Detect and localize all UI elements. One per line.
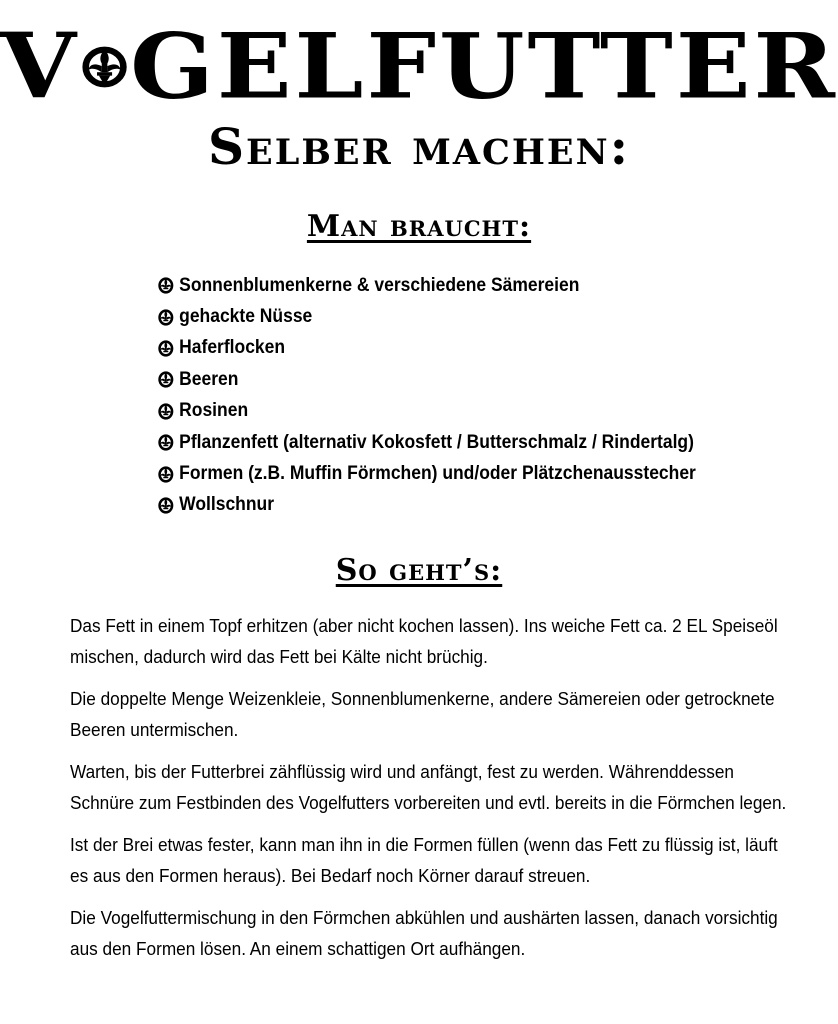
list-item	[158, 333, 696, 364]
scout-lily-icon	[158, 371, 174, 388]
page-title	[0, 13, 838, 120]
ingredients-heading	[0, 209, 838, 244]
instruction-step: Das Fett in einem Topf erhitzen (aber nicht kochen lassen). Ins weiche Fett ca. 2 EL Speiseöl mischen, dadurch wird das Fett bei Kälte nicht brüchig.	[70, 615, 778, 667]
ingredients-list	[158, 270, 743, 521]
list-item	[158, 396, 696, 427]
ingredients-heading-text: Man braucht:	[306, 209, 532, 244]
list-item-text: Formen (z.B. Muffin Förmchen) und/oder Plätzchenausstecher	[179, 463, 696, 485]
list-item	[158, 364, 696, 395]
instructions-heading-text: So geht’s:	[335, 553, 503, 588]
scout-lily-icon	[158, 466, 174, 483]
instructions-heading	[0, 553, 838, 588]
title-block	[0, 13, 838, 120]
instruction-step: Ist der Brei etwas fester, kann man ihn in die Formen füllen (wenn das Fett zu flüssig ist, läuft es aus den Formen heraus). Bei Bedarf noch Körner darauf streuen.	[70, 834, 778, 886]
subtitle: Selber machen:	[207, 117, 631, 176]
title-rest: GELFUTTER	[130, 13, 838, 120]
scout-lily-icon	[158, 309, 174, 326]
list-item	[158, 458, 696, 489]
list-item	[158, 427, 696, 458]
title-letter-v: V	[0, 13, 80, 120]
instruction-step: Die Vogelfuttermischung in den Förmchen abkühlen und aushärten lassen, danach vorsichtig aus den Formen lösen. An einem schattigen Ort aufhängen.	[70, 907, 778, 959]
scout-lily-icon	[81, 28, 128, 105]
list-item	[158, 490, 696, 521]
instructions-steps	[70, 610, 790, 975]
scout-lily-icon	[158, 497, 174, 514]
list-item-text: Beeren	[179, 368, 239, 390]
list-item-text: Sonnenblumenkerne & verschiedene Sämereien	[179, 274, 580, 296]
list-item-text: Pflanzenfett (alternativ Kokosfett / Butterschmalz / Rindertalg)	[179, 431, 694, 453]
list-item-text: Rosinen	[179, 400, 249, 422]
scout-lily-icon	[158, 434, 174, 451]
list-item	[158, 301, 696, 332]
scout-lily-icon	[158, 277, 174, 294]
instruction-step: Die doppelte Menge Weizenkleie, Sonnenblumenkerne, andere Sämereien oder getrocknete Beeren untermischen.	[70, 688, 775, 740]
scout-lily-icon	[158, 403, 174, 420]
list-item-text: Wollschnur	[179, 494, 275, 516]
list-item-text: Haferflocken	[179, 337, 286, 359]
list-item	[158, 270, 696, 301]
scout-lily-icon	[158, 340, 174, 357]
list-item-text: gehackte Nüsse	[179, 306, 313, 328]
instruction-step: Warten, bis der Futterbrei zähflüssig wird und anfängt, fest zu werden. Währenddessen Schnüre zum Festbinden des Vogelfutters vorbereiten und evtl. bereits in die Förmchen legen.	[70, 761, 787, 813]
